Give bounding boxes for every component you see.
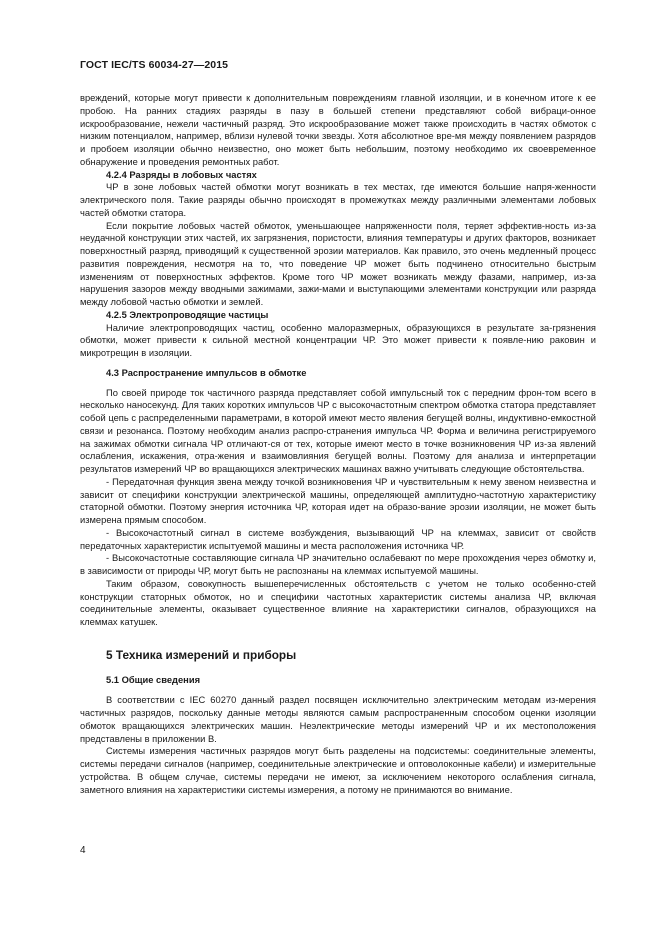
list-item: - Высокочастотные составляющие сигнала ЧР значительно ослабевают по мере прохождения через обмотку и, в зависимости от природы ЧР, могут быть не распознаны на клеммах испытуемой машины. [80,553,596,576]
paragraph: вреждений, которые могут привести к дополнительным повреждениям главной изоляции, и в конечном итоге к ее пробою. На ранних стадиях разряды в пазу в большей степени представляют собой вибраци-онное искрообразование, нежели частичный разряд. Это искрообразование может также происходить в частях обмоток с низким потенциалом, например, вблизи нулевой точки звезды. Хотя абсолютное вре-мя между появлением разрядов и пробоем изоляции обычно неизвестно, оно может быть небольшим, поэтому необходимо их своевременное обнаружение и проведения ремонтных работ. [80,93,596,167]
section-heading-4-2-4: 4.2.4 Разряды в лобовых частях [106,169,257,180]
section-heading-4-2-5: 4.2.5 Электропроводящие частицы [106,309,269,320]
document-header: ГОСТ IEC/TS 60034-27—2015 [80,59,229,71]
list-item: - Высокочастотный сигнал в системе возбуждения, вызывающий ЧР на клеммах, зависит от свойств передаточных характеристик испытуемой машины и места расположения источника ЧР. [80,527,596,551]
paragraph: Если покрытие лобовых частей обмоток, уменьшающее напряженности поля, теряет эффектив-ность из-за неудачной конструкции этих частей, их загрязнения, пористости, влияния температуры и других факторов, возникает поверхностный разряд, приводящий к существенной эрозии материалов. Как правило, это очень медленный процесс развития повреждения, несмотря на то, что поведение ЧР может быть подчинено относительно быстрым изменениям от поверхностных эффектов. Кроме того ЧР может возникать между фазами, например, из-за нарушения зазоров между вводными зажимами, зажи-мами и выступающими элементами конструкции или разряда между лобовой частью обмотки и землей. [80,220,596,307]
paragraph: По своей природе ток частичного разряда представляет собой импульсный ток с передним фрон-том всего в несколько наносекунд. Для таких коротких импульсов ЧР с высокочастотным спектром обмотка статора представляет собой цепь с распределенными параметрами, в которой имеют место явления бегущей волны, индуктивно-емкостной связи и резонанса. Поэтому необходим анализ распро-странения импульса ЧР. Форма и величина регистрируемого на зажимах обмотки сигнала ЧР отличают-ся от тех, которые имеют место в точке возникновения ЧР из-за явлений ослабления, искажения, отра-жения и взаимовлияния бегущей волны. Поэтому для анализа и интерпретации результатов измерений ЧР во вращающихся электрических машинах важно учитывать следующие обстоятельства. [80,387,596,474]
section-heading-5: 5 Техника измерений и приборы [106,647,297,662]
paragraph: ЧР в зоне лобовых частей обмотки могут возникать в тех местах, где имеются большие напря-женности электрического поля. Такие разряды обычно происходят в промежутках между различными элементами лобовых частей обмотки статора. [80,182,596,218]
paragraph: Таким образом, совокупность вышеперечисленных обстоятельств с учетом не только особенно-стей конструкции статорных обмоток, но и специфики частотных характеристик системы анализа ЧР, включая соединительные элементы, оказывает существенное влияние на характеристики сигналов, образующихся на клеммах катушек. [80,578,596,627]
paragraph: В соответствии с IEC 60270 данный раздел посвящен исключительно электрическим методам из-мерения частичных разрядов, поскольку данные методы являются самым распространенным способом оценки изоляции обмоток вращающихся электрических машин. Неэлектрические методы измерений ЧР и их местоположения представлены в приложении В. [80,695,596,744]
section-heading-4-3: 4.3 Распространение импульсов в обмотке [106,367,307,378]
section-heading-5-1: 5.1 Общие сведения [106,674,201,685]
list-item: - Передаточная функция звена между точкой возникновения ЧР и чувствительным к нему звеном неизвестна и зависит от специфики конструкции электрической машины, определяющей амплитудно-частотную характеристику статорной обмотки. Поэтому энергия источника ЧР, которая идет на образо-вание эрозии изоляции, не может быть измерена прямым способом. [80,476,596,525]
document-body [80,92,596,796]
paragraph: Системы измерения частичных разрядов могут быть разделены на подсистемы: соединительные элементы, системы передачи сигналов (например, соединительные электрические и оптоволоконные кабели) и измерительные устройства. В общем случае, системы передачи не имеют, за исключением некоторого ослабления сигнала, заметного влияния на характеристики системы измерения, а потому не принимаются во внимание. [80,746,596,795]
paragraph: Наличие электропроводящих частиц, особенно малоразмерных, образующихся в результате за-грязнения обмотки, может привести к сильной местной концентрации ЧР. Это может привести к появле-нию раковин и микротрещин в изоляции. [80,322,596,358]
page-number: 4 [80,845,86,856]
